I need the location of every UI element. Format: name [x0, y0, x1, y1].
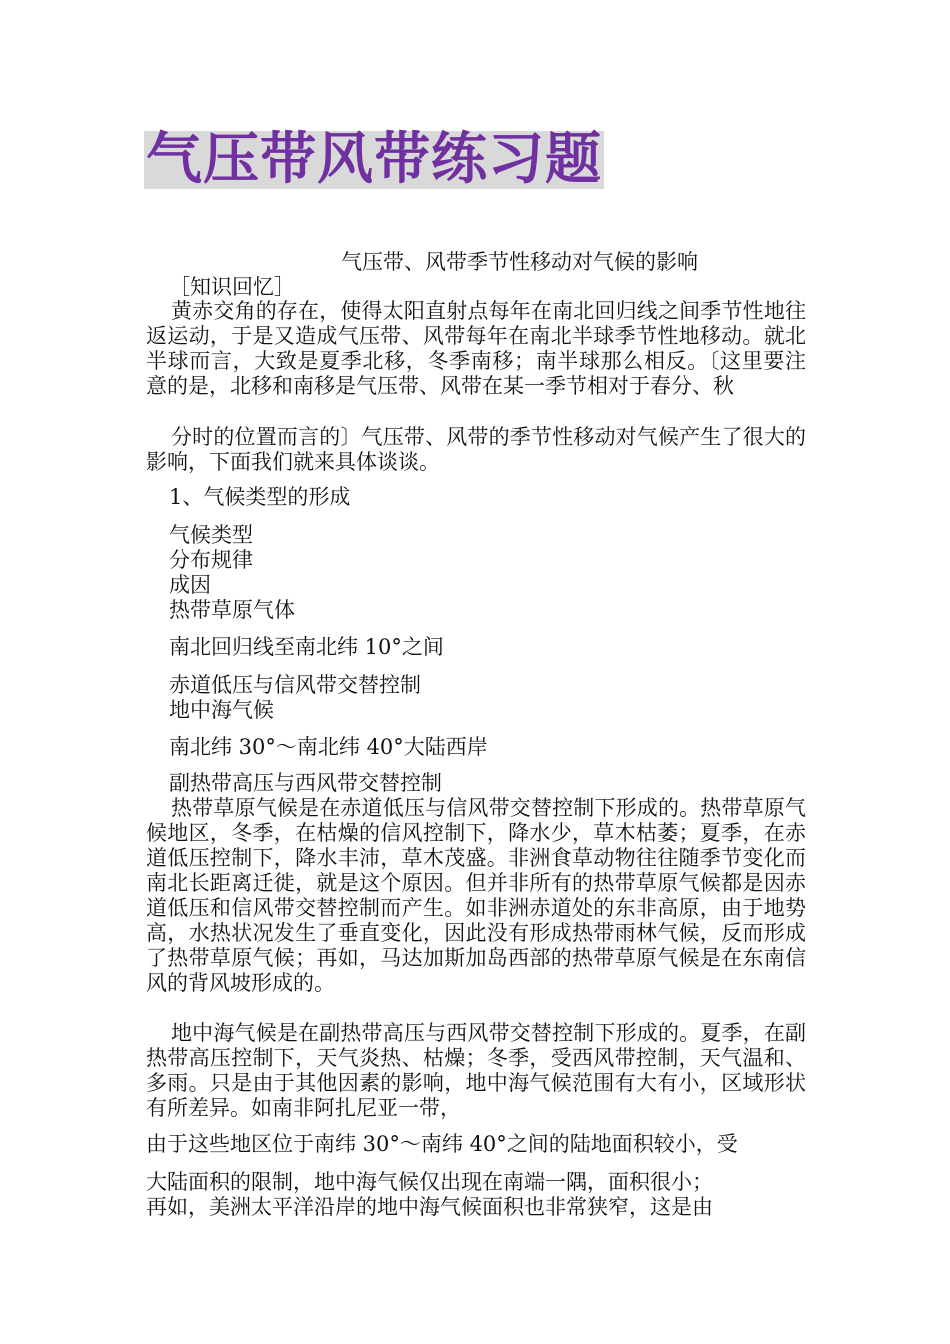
- table-header-distribution: 分布规律: [169, 548, 253, 572]
- section-heading: 气压带、风带季节性移动对气候的影响: [341, 250, 698, 274]
- table-header-cause: 成因: [169, 573, 211, 597]
- intro-paragraph-2: 分时的位置而言的〕气压带、风带的季节性移动对气候产生了很大的影响，下面我们就来具体谈谈。: [146, 425, 806, 474]
- knowledge-label: ［知识回忆］: [169, 275, 295, 299]
- page-title: 气压带风带练习题: [146, 127, 602, 192]
- table-header-type: 气候类型: [169, 523, 253, 547]
- row2-cause: 副热带高压与西风带交替控制: [169, 771, 442, 795]
- row1-cause: 赤道低压与信风带交替控制: [169, 673, 421, 697]
- row1-distribution: 南北回归线至南北纬 10°之间: [169, 635, 444, 659]
- body-line: 由于这些地区位于南纬 30°～南纬 40°之间的陆地面积较小，受: [146, 1132, 738, 1156]
- body-line: 大陆面积的限制，地中海气候仅出现在南端一隅，面积很小；: [146, 1170, 713, 1194]
- mediterranean-paragraph: 地中海气候是在副热带高压与西风带交替控制下形成的。夏季，在副热带高压控制下，天气炎热、枯燥；冬季，受西风带控制，天气温和、多雨。只是由于其他因素的影响，地中海气候范围有大有小，区域形状有所差异。如南非阿扎尼亚一带，: [146, 1021, 806, 1120]
- row2-climate-type: 地中海气候: [169, 698, 274, 722]
- intro-paragraph-1: 黄赤交角的存在，使得太阳直射点每年在南北回归线之间季节性地往返运动，于是又造成气压带、风带每年在南北半球季节性地移动。就北半球而言，大致是夏季北移，冬季南移；南半球那么相反。〔这里要注意的是，北移和南移是气压带、风带在某一季节相对于春分、秋: [146, 299, 806, 398]
- row2-distribution: 南北纬 30°～南北纬 40°大陆西岸: [169, 735, 488, 759]
- body-line: 再如，美洲太平洋沿岸的地中海气候面积也非常狭窄，这是由: [146, 1195, 713, 1219]
- section-1-heading: 1、气候类型的形成: [169, 485, 351, 509]
- row1-climate-type: 热带草原气体: [169, 598, 295, 622]
- savanna-paragraph: 热带草原气候是在赤道低压与信风带交替控制下形成的。热带草原气候地区，冬季，在枯燥的信风控制下，降水少，草木枯萎；夏季，在赤道低压控制下，降水丰沛，草木茂盛。非洲食草动物往往随季节变化而南北长距离迁徙，就是这个原因。但并非所有的热带草原气候都是因赤道低压和信风带交替控制而产生。如非洲赤道处的东非高原，由于地势高，水热状况发生了垂直变化，因此没有形成热带雨林气候，反而形成了热带草原气候；再如，马达加斯加岛西部的热带草原气候是在东南信风的背风坡形成的。: [146, 796, 806, 995]
